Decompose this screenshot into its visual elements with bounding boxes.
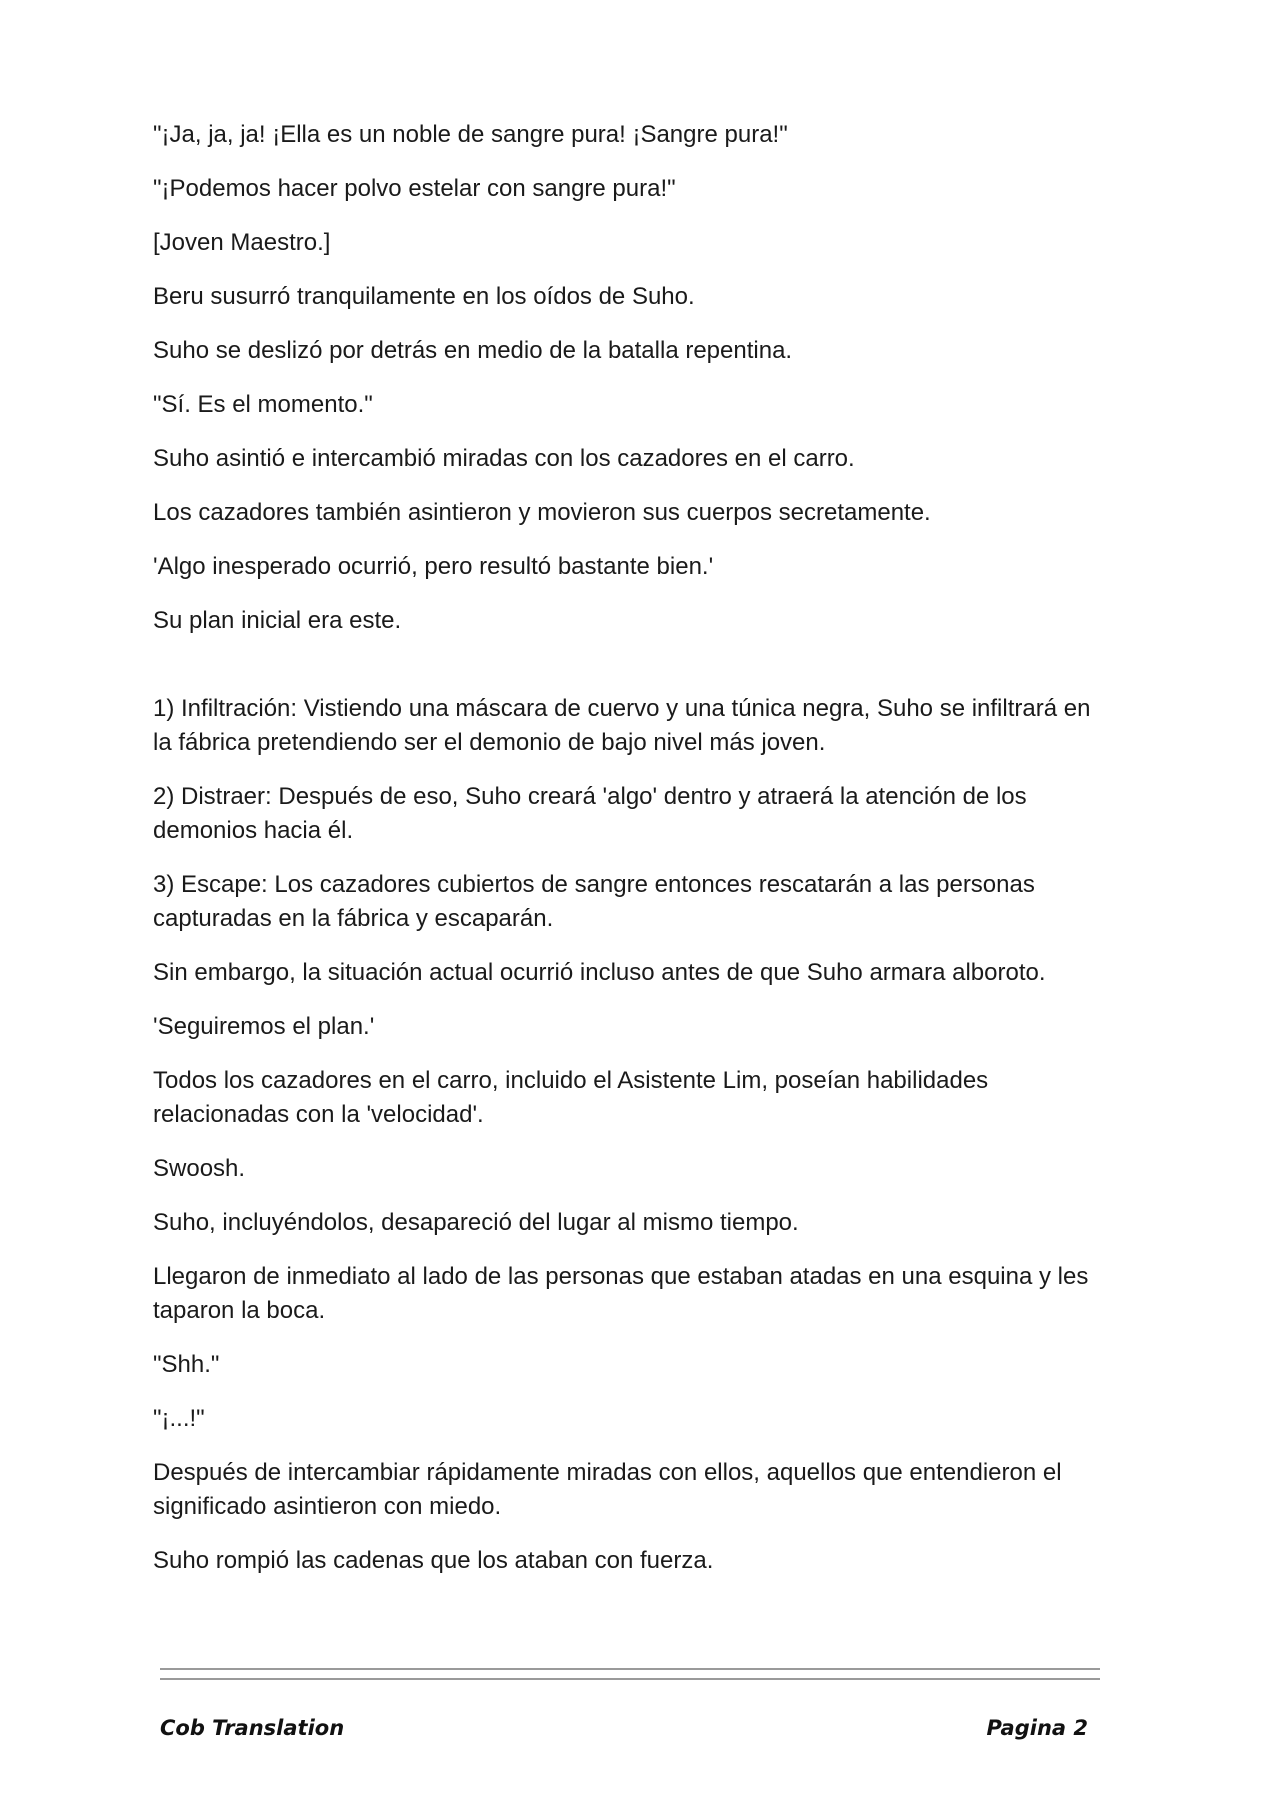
- paragraph: Los cazadores también asintieron y movieron sus cuerpos secretamente.: [153, 499, 931, 526]
- paragraph: Llegaron de inmediato al lado de las personas que estaban atadas en una esquina y les taparon la boca.: [153, 1263, 1089, 1324]
- paragraph: Suho asintió e intercambió miradas con los cazadores en el carro.: [153, 445, 855, 472]
- paragraph: Después de intercambiar rápidamente miradas con ellos, aquellos que entendieron el significado asintieron con miedo.: [153, 1459, 1062, 1520]
- plan-step-infiltration: 1) Infiltración: Vistiendo una máscara de cuervo y una túnica negra, Suho se infiltrará en la fábrica pretendiendo ser el demonio de bajo nivel más joven.: [153, 695, 1091, 756]
- paragraph: "¡Ja, ja, ja! ¡Ella es un noble de sangre pura! ¡Sangre pura!": [153, 121, 788, 148]
- plan-step-escape: 3) Escape: Los cazadores cubiertos de sangre entonces rescatarán a las personas capturadas en la fábrica y escaparán.: [153, 871, 1035, 932]
- paragraph: 'Algo inesperado ocurrió, pero resultó bastante bien.': [153, 553, 714, 580]
- paragraph: "Shh.": [153, 1351, 220, 1378]
- paragraph: Beru susurró tranquilamente en los oídos de Suho.: [153, 283, 695, 310]
- paragraph: Sin embargo, la situación actual ocurrió incluso antes de que Suho armara alboroto.: [153, 959, 1046, 986]
- page-body: [153, 118, 1113, 1598]
- footer-divider: [160, 1668, 1100, 1680]
- page-number: Pagina 2: [986, 1716, 1088, 1740]
- footer-credit: Cob Translation: [160, 1716, 345, 1740]
- paragraph: 'Seguiremos el plan.': [153, 1013, 375, 1040]
- paragraph: [Joven Maestro.]: [153, 229, 331, 256]
- paragraph: "¡Podemos hacer polvo estelar con sangre pura!": [153, 175, 676, 202]
- paragraph: Suho se deslizó por detrás en medio de la batalla repentina.: [153, 337, 793, 364]
- paragraph: Su plan inicial era este.: [153, 607, 402, 634]
- footer-rule-top: [160, 1668, 1100, 1670]
- paragraph: Swoosh.: [153, 1155, 246, 1182]
- paragraph: "¡...!": [153, 1405, 205, 1432]
- paragraph: "Sí. Es el momento.": [153, 391, 373, 418]
- paragraph: Suho, incluyéndolos, desapareció del lugar al mismo tiempo.: [153, 1209, 799, 1236]
- paragraph: Suho rompió las cadenas que los ataban con fuerza.: [153, 1547, 714, 1574]
- footer-rule-bottom: [160, 1678, 1100, 1680]
- plan-step-distract: 2) Distraer: Después de eso, Suho creará 'algo' dentro y atraerá la atención de los demonios hacia él.: [153, 783, 1027, 844]
- paragraph: Todos los cazadores en el carro, incluido el Asistente Lim, poseían habilidades relacionadas con la 'velocidad'.: [153, 1067, 989, 1128]
